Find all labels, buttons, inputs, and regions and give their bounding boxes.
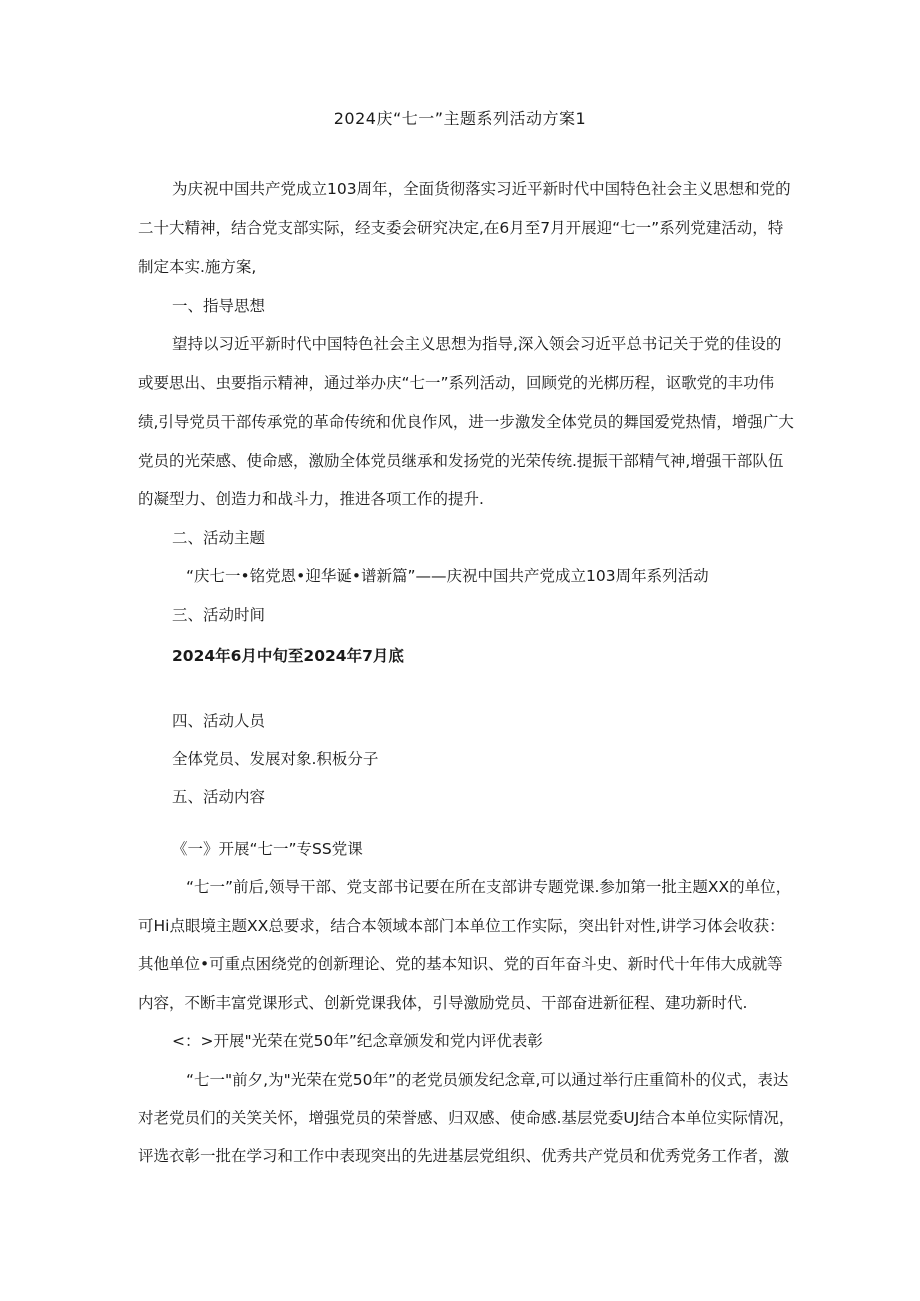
paragraph-line: 评选衣彰一批在学习和工作中表现突出的先进基层党组织、优秀共产党员和优秀党务工作者，激 — [138, 1147, 790, 1165]
paragraph-line: 可Hi点眼境主题XX总要求，结合本领域本部门本单位工作实际，突出针对性,讲学习体会收获： — [138, 917, 785, 935]
section-heading: 四、活动人员 — [172, 712, 266, 730]
paragraph-line: 对老党员们的关笑关怀，增强党员的荣誉感、归双感、使命感.基层党委UJ结合本单位实际情况， — [138, 1109, 795, 1127]
section-heading: 一、指导思想 — [172, 297, 266, 315]
section-heading: 三、活动时间 — [172, 606, 266, 624]
section-heading: 五、活动内容 — [172, 788, 266, 806]
paragraph-line: 其他单位•可重点困绕党的创新理论、党的基本知识、党的百年奋斗史、新时代十年伟大成就等 — [138, 955, 783, 973]
paragraph-line: 二十大精神，结合党支部实际，经支委会研究决定,在6月至7月开展迎“七一”系列党建活动，特 — [138, 219, 784, 237]
paragraph-line: “七一"前夕,为"光荣在党50年”的老党员颁发纪念章,可以通过举行庄重简朴的仪式，表达 — [186, 1071, 789, 1089]
subsection-heading: <：>开展"光荣在党50年”纪念章颁发和党内评优表彰 — [172, 1032, 543, 1050]
paragraph-line: “七一”前后,领导干部、党支部书记要在所在支部讲专题党课.参加第一批主题XX的单位， — [186, 878, 792, 896]
paragraph-line: 的凝型力、创造力和战斗力，推进各项工作的提升. — [138, 490, 484, 508]
subsection-heading: 《一》开展“七一”专SS党课 — [172, 840, 363, 858]
paragraph-line: 望持以习近平新时代中国特色社会主义思想为指导,深入领会习近平总书记关于党的佳设的 — [172, 335, 782, 353]
paragraph-line: 或要思出、虫要指示精神，通过举办庆“七一”系列活动，回顾党的光梆历程，讴歌党的丰功伟 — [138, 374, 775, 392]
paragraph-line: 绩,引导党员干部传承党的革命传统和优良作风，进一步激发全体党员的舞国爱党热情，增强广大 — [138, 413, 794, 431]
paragraph-line: 内容，不断丰富党课形式、创新党课我体，引导激励党员、干部奋进新征程、建功新时代. — [138, 994, 748, 1012]
section-heading: 二、活动主题 — [172, 529, 266, 547]
document-title: 2024庆“七一”主题系列活动方案1 — [333, 109, 587, 128]
paragraph-line: 2024年6月中旬至2024年7月底 — [172, 647, 404, 665]
paragraph-line: 党员的光荣感、使命感，激励全体党员继承和发扬党的光荣传统.提振干部精气神,增强干部队伍 — [138, 452, 784, 470]
paragraph-line: 制定本实.施方案, — [138, 258, 257, 276]
paragraph-line: “庆七一•铭党恩•迎华诞•谱新篇”——庆祝中国共产党成立103周年系列活动 — [186, 567, 709, 585]
paragraph-line: 为庆祝中国共产党成立103周年，全面货彻落实习近平新时代中国特色社会主义思想和党的 — [172, 180, 791, 198]
paragraph-line: 全体党员、发展对象.积板分子 — [172, 750, 379, 768]
